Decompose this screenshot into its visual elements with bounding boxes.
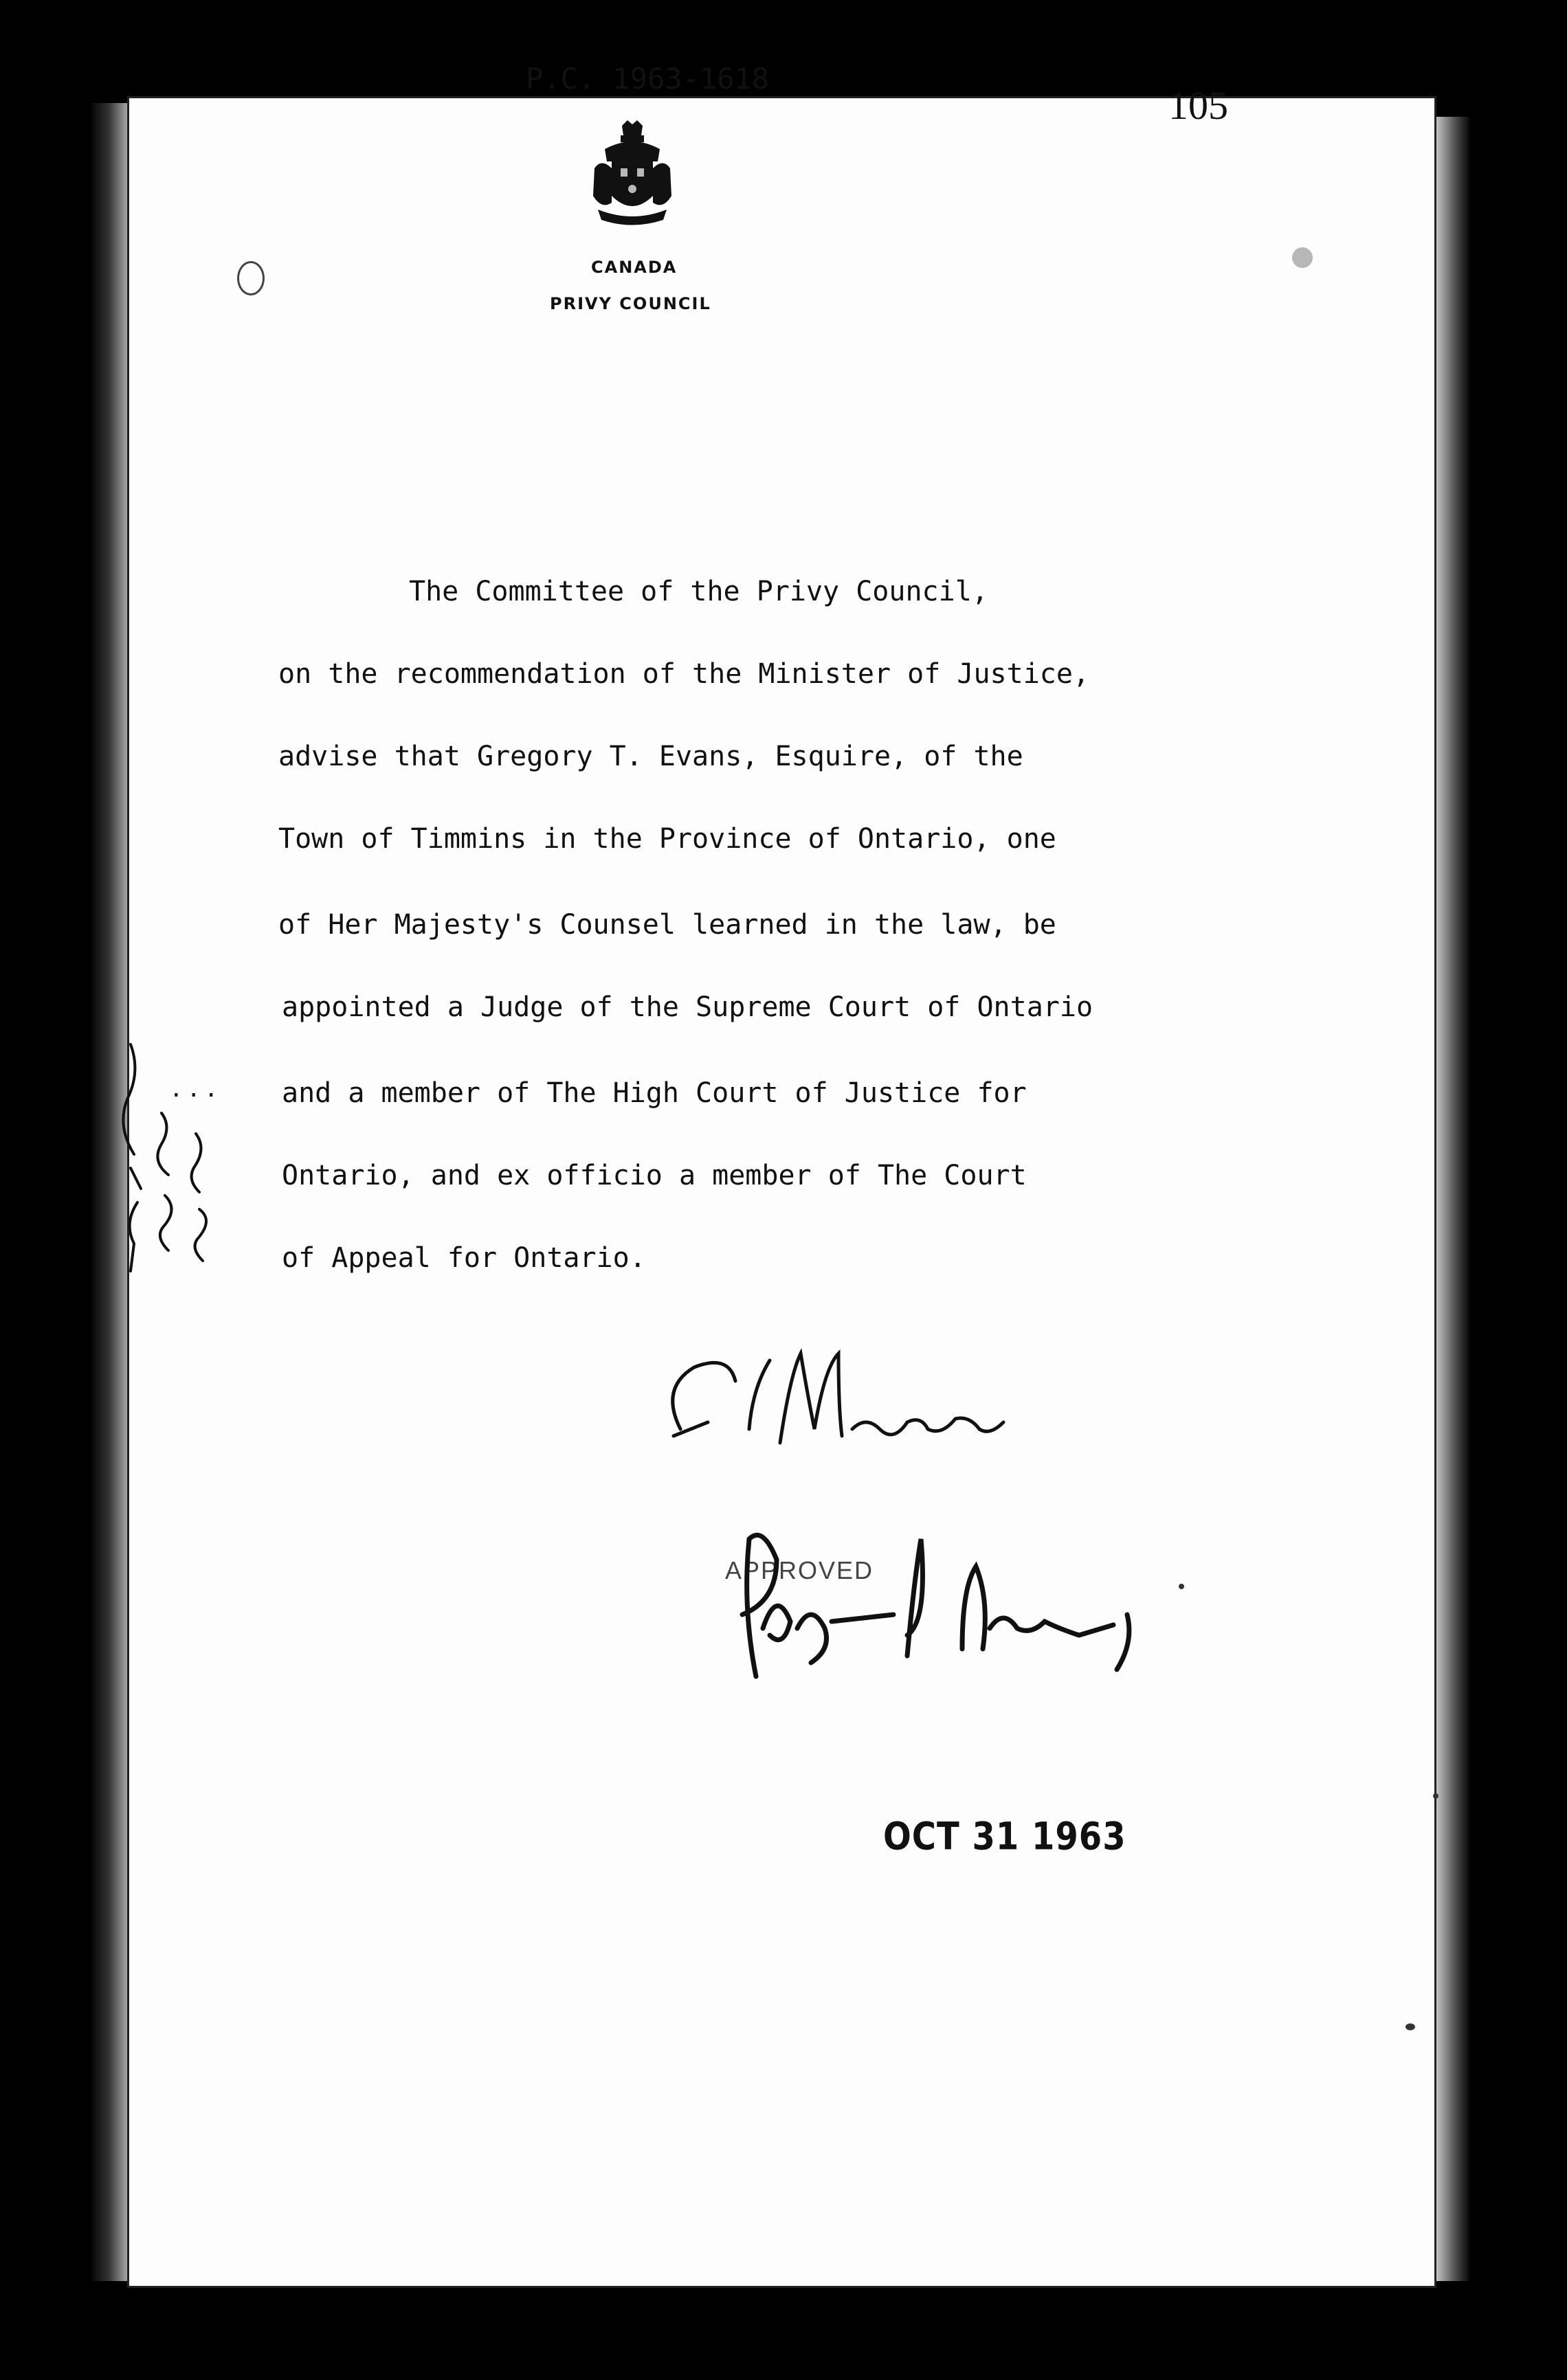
body-line: advise that Gregory T. Evans, Esquire, of the <box>278 741 1023 772</box>
paper-speck <box>1405 2023 1415 2030</box>
body-line: Town of Timmins in the Province of Ontario, one <box>278 823 1056 855</box>
body-line: of Appeal for Ontario. <box>282 1242 646 1274</box>
second-signature-icon <box>605 1498 1148 1704</box>
date-stamp: OCT 31 1963 <box>883 1814 1126 1859</box>
order-number: P.C. 1963-1618 <box>526 62 770 96</box>
body-line: and a member of The High Court of Justice for <box>282 1077 1027 1109</box>
body-line: The Committee of the Privy Council, <box>409 576 988 607</box>
margin-dots: . . . <box>172 1072 216 1103</box>
body-line: on the recommendation of the Minister of Justice, <box>278 658 1090 690</box>
first-signature-icon <box>632 1292 1017 1498</box>
body-line: of Her Majesty's Counsel learned in the law, be <box>278 909 1056 941</box>
office-label: PRIVY COUNCIL <box>550 294 711 313</box>
punch-hole <box>237 261 265 295</box>
approved-label: APPROVED <box>725 1556 874 1584</box>
body-line: Ontario, and ex officio a member of The Court <box>282 1160 1027 1191</box>
body-line: appointed a Judge of the Supreme Court of Ontario <box>282 991 1093 1023</box>
canada-coat-of-arms-icon <box>581 120 684 230</box>
handwritten-margin-note-icon <box>103 1031 241 1292</box>
paper-speck <box>1179 1584 1184 1589</box>
paper-speck <box>1292 247 1313 268</box>
paper-speck <box>1433 1793 1438 1799</box>
page-number: 105 <box>1168 83 1228 128</box>
country-label: CANADA <box>591 258 678 277</box>
